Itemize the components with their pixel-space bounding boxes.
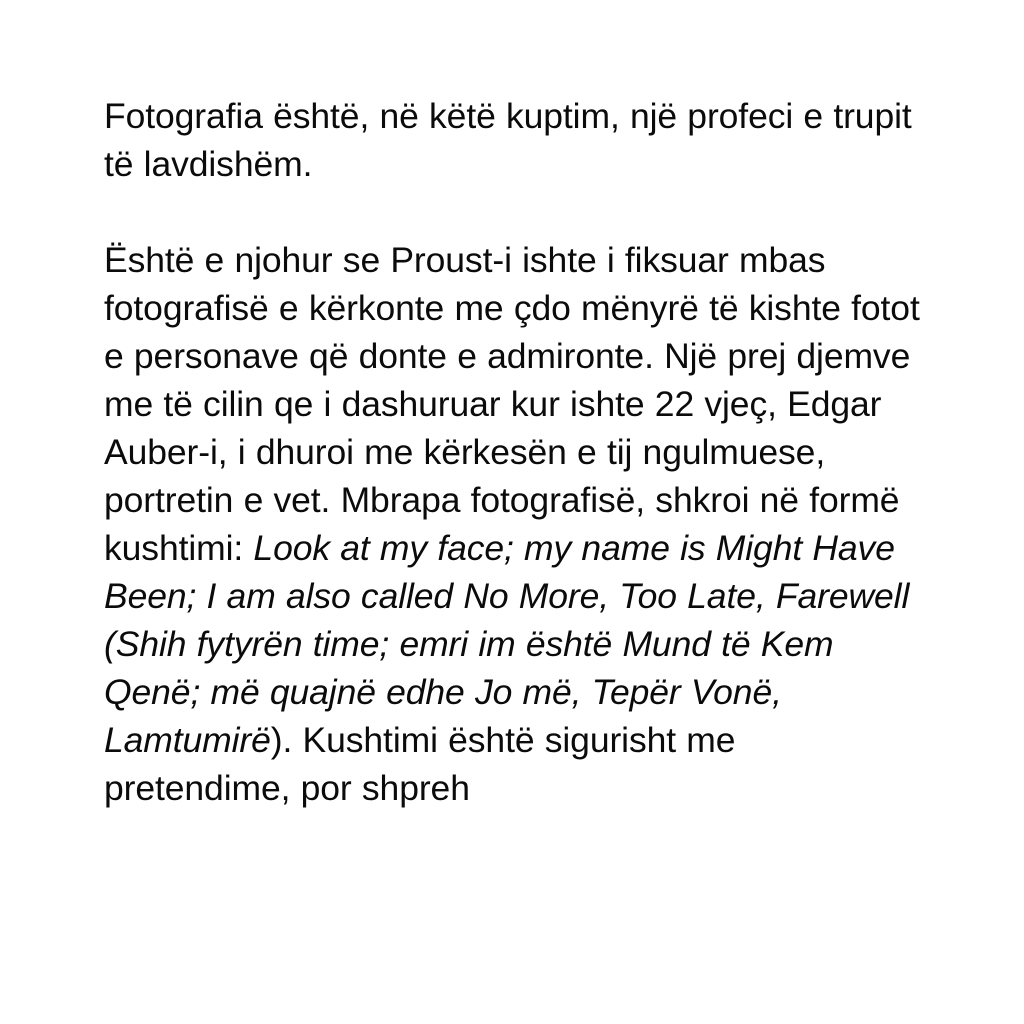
paragraph-2-segment-english-quote: Look at my face; my name is Might Have Been; I am also called No More, Too Late, Farewell ( bbox=[104, 528, 910, 664]
paragraph-2-segment-albanian-translation: Shih fytyrën time; emri im është Mund të Kem Qenë; më quajnë edhe Jo më, Tepër Vonë, Lamtumirë bbox=[104, 624, 834, 760]
paragraph-1: Fotografia është, në këtë kuptim, një profeci e trupit të lavdishëm. bbox=[104, 96, 912, 184]
paragraph-2-segment-regular-lead: Është e njohur se Proust-i ishte i fiksuar mbas fotografisë e kërkonte me çdo mënyrë të kishte fotot e personave që donte e admironte. Një prej djemve me të cilin qe i dashuruar kur ishte 22 vjeç, Edgar Auber-i, i dhuroi me kërkesën e tij ngulmuese, portretin e vet. Mbrapa fotografisë, shkroi në formë kushtimi: bbox=[104, 240, 920, 568]
paragraph-2-segment-regular-tail: ). Kushtimi është sigurisht me pretendime, por shpreh bbox=[104, 720, 736, 808]
paragraph-2 bbox=[104, 236, 928, 812]
